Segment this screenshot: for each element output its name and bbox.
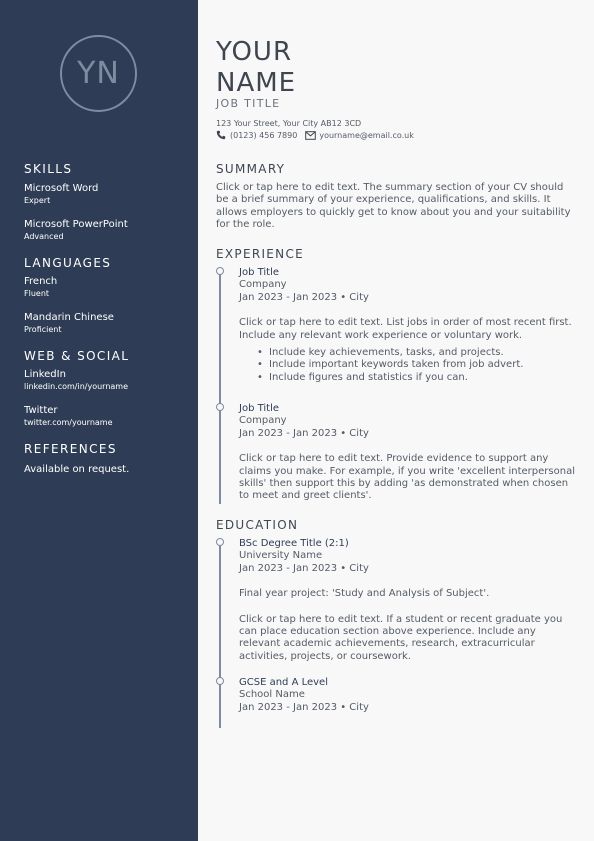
timeline-dot [216, 538, 224, 546]
entry-title: Job Title [239, 267, 280, 278]
experience-entry [239, 267, 579, 384]
languages-section [24, 256, 184, 334]
skill-name: Microsoft Word [24, 183, 99, 194]
education-timeline [219, 542, 221, 728]
timeline-dot [216, 677, 224, 685]
avatar-initials: YN [77, 56, 120, 91]
entry-organisation: Company [239, 279, 287, 291]
entry-dates: Jan 2023 - Jan 2023 • City [239, 427, 369, 439]
entry-dates: Jan 2023 - Jan 2023 • City [239, 701, 369, 713]
entry-dates: Jan 2023 - Jan 2023 • City [239, 562, 369, 574]
skill-name: Microsoft PowerPoint [24, 219, 128, 230]
experience-entry [239, 403, 579, 503]
skill-level: Expert [24, 196, 51, 205]
references-heading: REFERENCES [24, 442, 117, 456]
web-link[interactable]: twitter.com/yourname [24, 418, 113, 427]
entry-title: GCSE and A Level [239, 677, 328, 688]
list-item: • Include important keywords taken from job advert. [239, 359, 579, 371]
web-item [24, 405, 194, 428]
contact-line [216, 130, 414, 140]
entry-project: Final year project: 'Study and Analysis of Subject'. [239, 588, 490, 600]
email-address[interactable]: yourname@email.co.uk [319, 130, 414, 140]
entry-title: Job Title [239, 403, 280, 414]
education-heading: EDUCATION [216, 518, 299, 532]
language-item [24, 276, 194, 299]
name-line-2: NAME [216, 68, 297, 98]
language-level: Fluent [24, 289, 50, 298]
summary-text: Click or tap here to edit text. The summary section of your CV should be a brief summary of your experience, qualifications, and skills. It allows employers to quickly get to know about you and your suitability for the role. [216, 182, 571, 231]
language-name: Mandarin Chinese [24, 312, 114, 323]
skills-section [24, 162, 184, 241]
language-item [24, 312, 194, 335]
job-title: JOB TITLE [216, 97, 281, 110]
list-item: • Include figures and statistics if you can. [239, 372, 579, 384]
web-name: LinkedIn [24, 369, 66, 380]
entry-description: Click or tap here to edit text. Provide evidence to support any claims you make. For example, if you write 'excellent interpersonal skills' then support this by adding 'as demonstrated when chosen to meet and greet clients'. [239, 453, 575, 502]
skill-item [24, 183, 194, 206]
summary-heading: SUMMARY [216, 162, 286, 176]
phone-number[interactable]: (0123) 456 7890 [230, 130, 298, 140]
candidate-name [216, 37, 416, 99]
entry-organisation: Company [239, 415, 287, 427]
education-entry [239, 538, 579, 663]
avatar [60, 35, 137, 112]
phone-icon [216, 130, 227, 140]
name-line-1: YOUR [216, 37, 293, 67]
entry-description: Click or tap here to edit text. List jobs in order of most recent first. Include any relevant work experience or voluntary work. [239, 317, 572, 341]
experience-heading: EXPERIENCE [216, 247, 305, 261]
web-item [24, 369, 194, 392]
references-section [24, 442, 184, 476]
entry-organisation: University Name [239, 550, 323, 562]
skills-heading: SKILLS [24, 162, 73, 176]
entry-bullet-list [239, 347, 579, 384]
list-item: • Include key achievements, tasks, and projects. [239, 347, 579, 359]
references-text: Available on request. [24, 464, 130, 475]
web-name: Twitter [24, 405, 58, 416]
timeline-dot [216, 267, 224, 275]
languages-heading: LANGUAGES [24, 256, 112, 270]
language-name: French [24, 276, 58, 287]
entry-organisation: School Name [239, 689, 305, 701]
entry-description: Click or tap here to edit text. If a student or recent graduate you can place education section above experience. Include any relevant academic achievements, research, extracurricular activities, projects, or coursework. [239, 613, 563, 662]
entry-title: BSc Degree Title (2:1) [239, 538, 349, 549]
experience-timeline [219, 271, 221, 504]
address: 123 Your Street, Your City AB12 3CD [216, 119, 362, 128]
entry-dates: Jan 2023 - Jan 2023 • City [239, 291, 369, 303]
skill-level: Advanced [24, 232, 64, 241]
education-entry [239, 677, 579, 714]
web-social-heading: WEB & SOCIAL [24, 349, 130, 363]
web-link[interactable]: linkedin.com/in/yourname [24, 382, 129, 391]
skill-item [24, 219, 194, 242]
sidebar [0, 0, 198, 841]
timeline-dot [216, 403, 224, 411]
envelope-icon [305, 130, 316, 140]
web-social-section [24, 349, 184, 427]
language-level: Proficient [24, 325, 62, 334]
